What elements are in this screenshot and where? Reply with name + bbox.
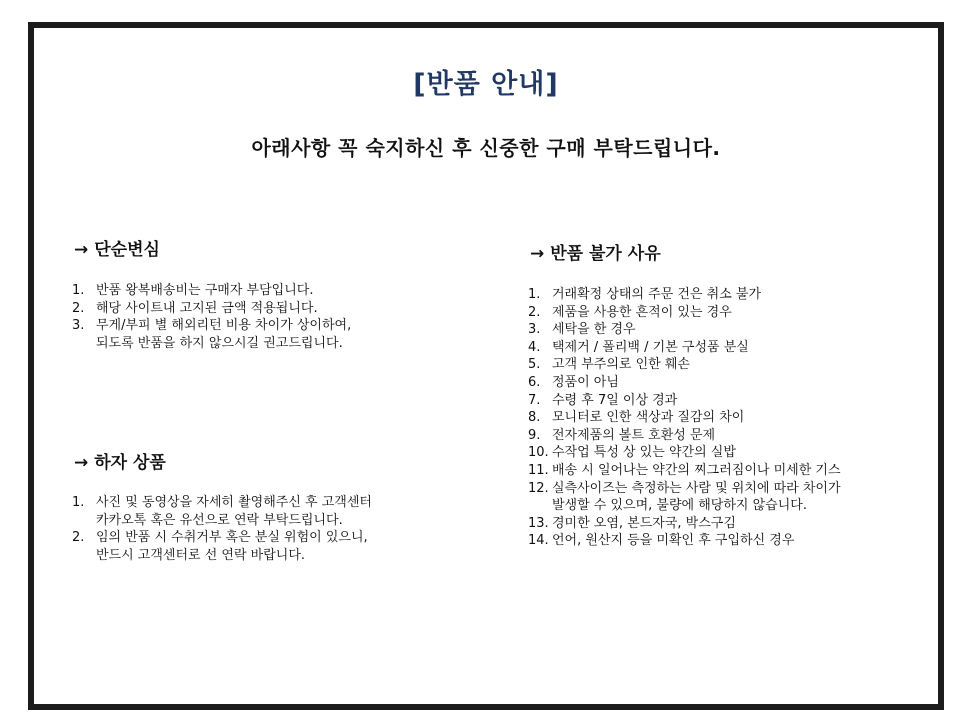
simple-change-list (72, 282, 351, 352)
page-subtitle: 아래사항 꼭 숙지하신 후 신중한 구매 부탁드립니다. (251, 136, 721, 160)
list-item (528, 321, 841, 339)
list-item-number: 5. (528, 357, 541, 373)
section-title: 반품 불가 사유 (550, 244, 661, 264)
list-item-text: 모니터로 인한 색상과 질감의 차이 (552, 410, 745, 426)
list-item-number: 1. (528, 287, 541, 302)
list-item-text: 거래확정 상태의 주문 건은 취소 불가 (552, 287, 762, 302)
list-item (72, 529, 372, 564)
list-item (528, 532, 841, 550)
arrow-icon: → (74, 453, 89, 473)
page-title: [반품 안내] (413, 69, 559, 100)
notice-frame (28, 22, 944, 710)
list-item-number: 12. (528, 480, 549, 496)
list-item (528, 356, 841, 374)
list-item (528, 427, 841, 445)
list-item-number: 10. (528, 445, 549, 461)
list-item (528, 304, 841, 322)
list-item-number: 14. (528, 533, 549, 549)
list-item (72, 300, 351, 318)
list-item-text: 수작업 특성 상 있는 약간의 실밥 (552, 445, 736, 461)
list-item (528, 444, 841, 462)
defective-list (72, 494, 372, 564)
section-heading-simple-change (74, 235, 160, 260)
section-heading-defective (74, 448, 166, 473)
list-item-text: 해당 사이트내 고지된 금액 적용됩니다. (96, 300, 318, 316)
list-item (528, 286, 841, 304)
list-item-number: 7. (528, 392, 541, 408)
list-item-number: 2. (528, 304, 541, 320)
list-item-number: 6. (528, 374, 541, 390)
list-item-text: 세탁을 한 경우 (552, 322, 636, 338)
list-item-text: 택제거 / 폴리백 / 기본 구성품 분실 (552, 339, 749, 355)
list-item (528, 339, 841, 357)
list-item-text: 경미한 오염, 본드자국, 박스구김 (552, 515, 736, 531)
list-item-number: 8. (528, 410, 541, 426)
list-item-text: 수령 후 7일 이상 경과 (552, 392, 678, 408)
arrow-icon: → (530, 244, 545, 264)
list-item (72, 317, 351, 352)
section-heading-not-returnable (530, 239, 661, 264)
list-item-number: 11. (528, 462, 549, 478)
list-item-text: 배송 시 일어나는 약간의 찌그러짐이나 미세한 기스 (552, 462, 841, 478)
list-item-number: 3. (72, 318, 85, 334)
list-item-text: 정품이 아님 (552, 374, 619, 390)
list-item-text: 전자제품의 볼트 호환성 문제 (552, 427, 716, 443)
list-item-text: 실측사이즈는 측정하는 사람 및 위치에 따라 차이가 발생할 수 있으며, 불량에 해당하지 않습니다. (552, 480, 841, 514)
list-item (72, 494, 372, 529)
list-item (72, 282, 351, 300)
section-title: 단순변심 (94, 240, 160, 260)
list-item-text: 사진 및 동영상을 자세히 촬영해주신 후 고객센터 카카오톡 혹은 유선으로 연락 부탁드립니다. (96, 495, 372, 528)
list-item (528, 374, 841, 392)
not-returnable-list (528, 286, 841, 550)
list-item-number: 3. (528, 322, 541, 338)
list-item (528, 409, 841, 427)
list-item-number: 13. (528, 515, 549, 531)
list-item (528, 480, 841, 515)
list-item (528, 392, 841, 410)
list-item-text: 임의 반품 시 수취거부 혹은 분실 위험이 있으니, 반드시 고객센터로 선 연락 바랍니다. (96, 530, 368, 563)
list-item-number: 1. (72, 495, 85, 510)
list-item-text: 고객 부주의로 인한 훼손 (552, 357, 690, 373)
section-title: 하자 상품 (94, 453, 166, 473)
list-item-number: 2. (72, 300, 85, 316)
list-item-text: 반품 왕복배송비는 구매자 부담입니다. (96, 283, 314, 298)
list-item-number: 1. (72, 283, 85, 298)
list-item-text: 무게/부피 별 해외리턴 비용 차이가 상이하여, 되도록 반품을 하지 않으시길 권고드립니다. (96, 318, 352, 351)
list-item-number: 9. (528, 427, 541, 443)
list-item (528, 515, 841, 533)
list-item-number: 4. (528, 339, 541, 355)
arrow-icon: → (74, 240, 89, 260)
list-item-number: 2. (72, 530, 85, 546)
list-item (528, 462, 841, 480)
list-item-text: 언어, 원산지 등을 미확인 후 구입하신 경우 (552, 533, 795, 549)
list-item-text: 제품을 사용한 흔적이 있는 경우 (552, 304, 732, 320)
